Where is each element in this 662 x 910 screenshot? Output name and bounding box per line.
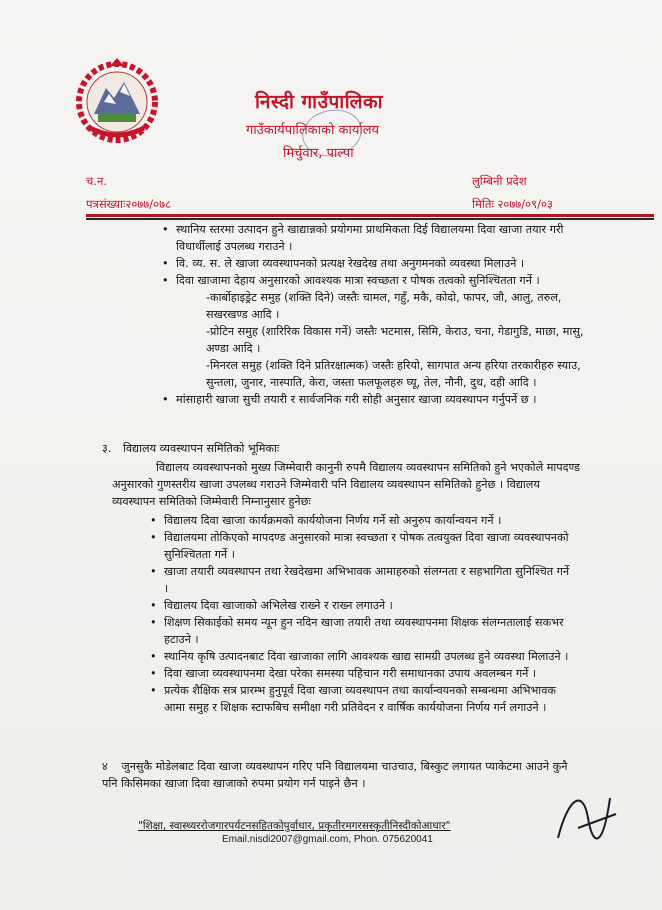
section-3-title: विद्यालय व्यवस्थापन समितिको भूमिकाः — [122, 442, 280, 455]
list-item: • स्थानिय कृषि उत्पादनबाट दिवा खाजाका लागि आवश्यक खाद्य सामग्री उपलब्ध हुने व्यवस्था मिलाउने । — [150, 648, 570, 665]
nutrition-groups — [162, 289, 592, 391]
header-divider-dark — [86, 218, 654, 220]
section-3-heading — [102, 441, 279, 456]
patra-sankhya: पत्रसंख्याः२०७७/०७८ — [86, 197, 172, 211]
province-name: लुम्बिनी प्रदेश — [472, 174, 527, 188]
list-item: • दिवा खाजामा देहाय अनुसारको आवश्यक मात्रा स्वच्छता र पोषक तत्वको सुनिश्चितता गर्ने । — [162, 272, 592, 289]
list-item: • मांसाहारी खाजा सुची तयारी र सार्वजनिक गरी सोही अनुसार खाजा व्यवस्थापन गर्नुपर्ने छ । — [162, 391, 592, 408]
list-item: • विद्यालय दिवा खाजा कार्यक्रमको कार्ययोजना निर्णय गर्ने सो अनुरुप कार्यान्वयन गर्ने । — [150, 512, 570, 529]
section-3-list — [150, 512, 570, 716]
nutrition-protein: -प्रोटिन समुह (शारिरिक विकास गर्ने) जस्तैः भटमास, सिमि, केराउ, चना, गेडागुडि, माछा, मासु, अण्डा आदि । — [206, 325, 584, 355]
section-3-number: ३. — [102, 442, 112, 455]
office-name: गाउँकार्यपालिकाको कार्यालय — [246, 123, 380, 138]
header-divider-red — [86, 214, 654, 217]
footer-contact: Email.nisdi2007@gmail.com, Phon. 075620041 — [222, 834, 433, 845]
letter-date: मितिः २०७७/०९/०३ — [472, 197, 553, 211]
list-1 — [162, 221, 592, 408]
office-address: मिर्चुवार, पाल्पा — [283, 146, 354, 161]
section-4 — [102, 758, 582, 792]
footer-motto: "शिक्षा, स्वास्थ्यररोजगारपर्यटनसहितकोपुर्वाधार, प्रकृतीरमगरसस्कृतीनिस्दीकोआधार" — [138, 820, 451, 832]
list-item: • स्थानिय स्तरमा उत्पादन हुने खाद्यान्नको प्रयोगमा प्राथमिकता दिई विद्यालयमा दिवा खाजा तयार गरी विधार्थीलाई उपलब्ध गराउने । — [162, 221, 592, 255]
list-item: • वि. व्य. स. ले खाजा व्यवस्थापनको प्रत्यक्ष रेखदेख तथा अनुगमनको व्यवस्था मिलाउने । — [162, 255, 592, 272]
date-block — [472, 170, 553, 216]
section-3-intro: विद्यालय व्यवस्थापनको मुख्य जिम्मेवारी कानुनी रुपमै विद्यालय व्यवस्थापन समितिको हुने भएकोले मापदण्ड अनुसारको गुणस्तरीय खाजा उपलब्ध गराउने जिम्मेवारी पनि विद्यालय व्यवस्थापन समितिको हुनेछ । विद्यालय व्यवस्थापन समितिको जिम्मेवारी निम्नानुसार हुनेछः — [112, 461, 580, 508]
reference-block — [86, 170, 171, 216]
signature-icon — [548, 778, 628, 858]
list-item: • प्रत्येक शैक्षिक सत्र प्रारम्भ हुनुपूर्व दिवा खाजा व्यवस्थापन तथा कार्यान्वयनको सम्बन्धमा अभिभावक आमा समुह र शिक्षक स्टाफबिच समीक्षा गरी प्रतिवेदन र वार्षिक कार्ययोजना निर्णय गर्न लगाउने । — [150, 682, 570, 716]
list-item: • शिक्षण सिकाईको समय न्यून हुन नदिन खाजा तयारी तथा व्यवस्थापनमा शिक्षक संलग्नतालाई सकभर हटाउने । — [150, 614, 570, 648]
list-item: • दिवा खाजा व्यवस्थापनमा देखा परेका समस्या पहिचान गरी समाधानका उपाय अवलम्बन गर्ने । — [150, 665, 570, 682]
nepal-emblem-icon — [74, 58, 160, 148]
nutrition-carbohydrate: -कार्बोहाइड्रेट समुह (शक्ति दिने) जस्तैः चामल, गहुँ, मकै, कोदो, फापर, जौ, आलु, तरुल, सखरखण्ड आदि । — [206, 291, 562, 321]
list-item: • विद्यालय दिवा खाजाको अभिलेख राख्ने र राख्न लगाउने । — [150, 597, 570, 614]
nutrition-mineral: -मिनरल समुह (शक्ति दिने प्रतिरक्षात्मक) जस्तैः हरियो, सागपात अन्य हरिया तरकारीहरु स्याउ, सुन्तला, जुनार, नास्पाति, केरा, जस्ता फलफूलहरु घ्यू, तेल, नौनी, दुध, दही आदि । — [206, 359, 581, 389]
section-4-text: जुनसुकै मोडेलबाट दिवा खाजा व्यवस्थापन गरिए पनि विद्यालयमा चाउचाउ, बिस्कुट लगायत प्याकेटमा आउने कुनै पनि किसिमका खाजा दिवा खाजाको रुपमा प्रयोग गर्न पाइने छैन । — [102, 760, 568, 790]
ref-no: च.न. — [86, 174, 107, 188]
section-4-number: ४ — [102, 760, 108, 773]
list-item: • विद्यालयमा तोकिएको मापदण्ड अनुसारको मात्रा स्वच्छता र पोषक तत्वयुक्त दिवा खाजा व्यवस्थापनको सुनिश्चितता गर्ने । — [150, 529, 570, 563]
municipality-name: निस्दी गाउँपालिका — [255, 91, 384, 113]
list-item: • खाजा तयारी व्यवस्थापन तथा रेखदेखमा अभिभावक आमाहरुको संलग्नता र सहभागिता सुनिश्चित गर्ने । — [150, 563, 570, 597]
